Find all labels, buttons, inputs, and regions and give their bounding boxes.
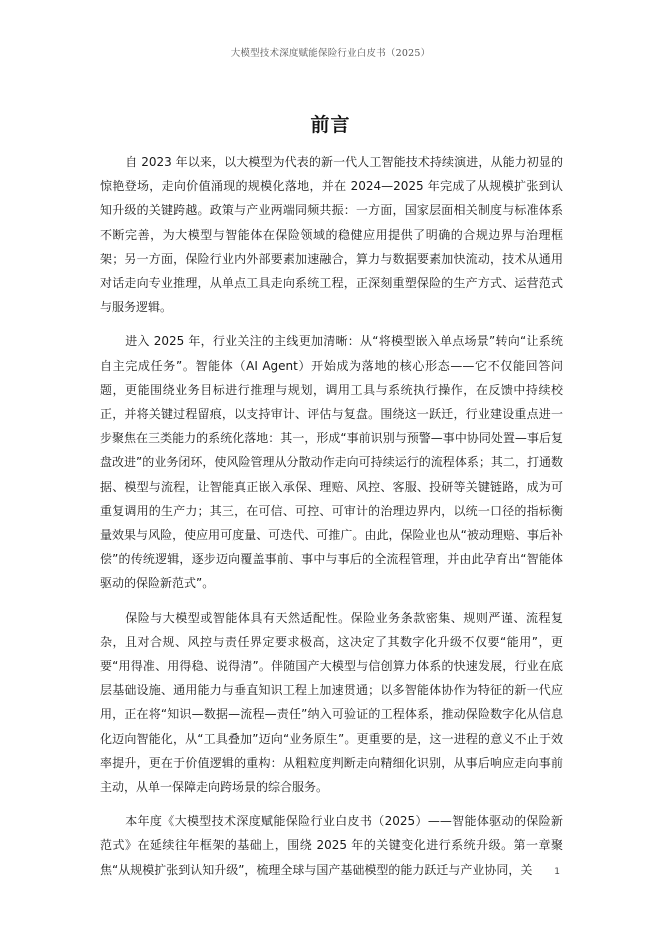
paragraph: 保险与大模型或智能体具有天然适配性。保险业务条款密集、规则严谨、流程复杂，且对合规、风控与责任界定要求极高，这决定了其数字化升级不仅要“能用”，更要“用得准、用得稳、说得清”。伴随国产大模型与信创算力体系的快速发展，行业在底层基础设施、通用能力与垂直知识工程上加速贯通；以多智能体协作为特征的新一代应用，正在将“知识—数据—流程—责任”纳入可验证的工程体系，推动保险数字化从信息化迈向智能化，从“工具叠加”迈向“业务原生”。更重要的是，这一进程的意义不止于效率提升，更在于价值逻辑的重构：从粗粒度判断走向精细化识别，从事后响应走向事前主动，从单一保障走向跨场景的综合服务。 [100, 610, 563, 795]
paragraph: 自 2023 年以来，以大模型为代表的新一代人工智能技术持续演进，从能力初显的惊艳登场，走向价值涌现的规模化落地，并在 2024—2025 年完成了从规模扩张到认知升级的关键跨越。政策与产业两端同频共振：一方面，国家层面相关制度与标准体系不断完善，为大模型与智能体在保险领域的稳健应用提供了明确的合规边界与治理框架；另一方面，保险行业内外部要素加速融合，算力与数据要素加快流动，技术从通用对话走向专业推理，从单点工具走向系统工程，正深刻重塑保险的生产方式、运营范式与服务逻辑。 [100, 155, 563, 315]
paragraph: 进入 2025 年，行业关注的主线更加清晰：从“将模型嵌入单点场景”转向“让系统自主完成任务”。智能体（AI Agent）开始成为落地的核心形态——它不仅能回答问题，更能围绕业务目标进行推理与规划，调用工具与系统执行操作，在反馈中持续校正，并将关键过程留痕，以支持审计、评估与复盘。围绕这一跃迁，行业建设重点进一步聚焦在三类能力的系统化落地：其一，形成“事前识别与预警—事中协同处置—事后复盘改进”的业务闭环，使风险管理从分散动作走向可持续运行的流程体系；其二，打通数据、模型与流程，让智能真正嵌入承保、理赔、风控、客服、投研等关键链路，成为可重复调用的生产力；其三，在可信、可控、可审计的治理边界内，以统一口径的指标衡量效果与风险，使应用可度量、可迭代、可推广。由此，保险业也从“被动理赔、事后补偿”的传统逻辑，逐步迈向覆盖事前、事中与事后的全流程管理，并由此孕育出“智能体驱动的保险新范式”。 [100, 334, 563, 591]
body-text [100, 150, 563, 892]
running-header: 大模型技术深度赋能保险行业白皮书（2025） [230, 48, 431, 59]
page-number: 1 [554, 867, 560, 877]
paragraph: 本年度《大模型技术深度赋能保险行业白皮书（2025）——智能体驱动的保险新范式》在延续往年框架的基础上，围绕 2025 年的关键变化进行系统升级。第一章聚焦“从规模扩张到认知升级”，梳理全球与国产基础模型的能力跃迁与产业协同，关 [100, 814, 563, 877]
page-title: 前言 [310, 114, 351, 136]
